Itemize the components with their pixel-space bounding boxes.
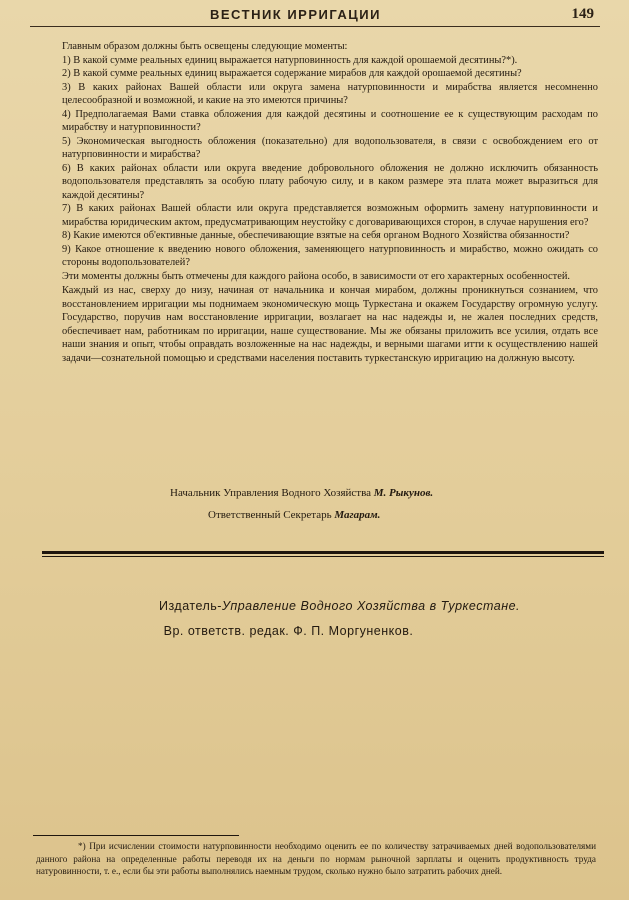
intro-paragraph: Главным образом должны быть освещены следующие моменты: <box>62 41 348 52</box>
question-8: 8) Какие имеются об'ективные данные, обеспечивающие взятые на себя органом Водного Хозяйства обязанности? <box>62 230 570 241</box>
question-7: 7) В каких районах Вашей области или округа представляется возможным оформить замену натурповинности и мирабства юридическим актом, предусматривающим неустойку с договаривающихся сторон, в случае нарушения его? <box>62 203 598 228</box>
question-6: 6) В каких районах области или округа введение добровольного обложения не должно исключить обязанность водопользователя представлять за особую плату рабочую силу, и в каком размере эта плата может выразиться для каждой десятины? <box>62 162 598 201</box>
chief-signature <box>170 487 433 499</box>
article-body <box>62 40 598 365</box>
publisher-name: Управление Водного Хозяйства в Туркестане. <box>221 599 521 613</box>
question-1: 1) В какой сумме реальных единиц выражается натурповинность для каждой орошаемой десятины?*). <box>62 54 518 66</box>
publisher-label: Издатель- <box>158 599 222 613</box>
secretary-title: Ответственный Секретарь <box>208 509 332 521</box>
appeal-paragraph: Каждый из нас, сверху до низу, начиная от начальника и кончая мирабом, должны проникнуться сознанием, что восстановлением ирригации мы поднимаем экономическую мощь Туркестана и окажем Государству огромную услугу. Государство, поручив нам восстановление ирригации, возлагает на нас надежды и, не жалея последних средств, обеспечивает нам, работникам по ирригации, наше существование. Мы же обязаны приложить все усилия, отдать все наши знания и опыт, чтобы оправдать возложенные на нас надежды, и верными шагами итти к осуществлению нашей задачи—сознательной помощью и средствами населения поставить туркестанскую ирригацию на должную высоту. <box>62 285 598 364</box>
running-header <box>30 4 600 27</box>
footnote-text: *) При исчислении стоимости натурповинности необходимо оценить ее по количеству затрачиваемых дней водопользователями данного района на определенные работы переводя их на деньги по нормам рыночной зарплаты и оценить продуктивность труда натуровинности, т. е., если бы эти работы выполнялись наемным трудом, сколько нужно было затратить рабочих дней. <box>36 841 596 876</box>
question-3: 3) В каких районах Вашей области или округа замена натурповинности и мирабства является несомненно целесообразной и возможной, и какие на это имеются причины? <box>62 81 598 106</box>
question-2: 2) В какой сумме реальных единиц выражается содержание мирабов для каждой орошаемой десятины? <box>62 68 522 79</box>
question-9: 9) Какое отношение к введению нового обложения, заменяющего натурповинность и мирабство, можно ожидать со стороны водопользователей? <box>62 243 598 268</box>
publisher-line <box>25 599 629 613</box>
footnote-rule <box>33 835 239 836</box>
page-number: 149 <box>571 6 594 22</box>
editor-line: Вр. ответств. редак. Ф. П. Моргуненков. <box>163 624 414 638</box>
secretary-name: Магарам. <box>334 509 381 521</box>
journal-title: ВЕСТНИК ИРРИГАЦИИ <box>210 7 381 22</box>
chief-name: М. Рыкунов. <box>373 487 434 499</box>
footnote <box>36 840 596 878</box>
note-paragraph: Эти моменты должны быть отмечены для каждого района особо, в зависимости от его характерных особенностей. <box>62 270 570 282</box>
secretary-signature <box>208 509 380 521</box>
question-5: 5) Экономическая выгодность обложения (показательно) для водопользователя, в связи с освобождением его от натурповинности и мирабства? <box>62 135 598 160</box>
question-4: 4) Предполагаемая Вами ставка обложения для каждой десятины и соотношение ее к существующим расходам по мирабству и натурповинности? <box>62 108 598 133</box>
chief-title: Начальник Управления Водного Хозяйства <box>170 487 372 499</box>
separator-rule-thin <box>42 556 604 557</box>
separator-rule-thick <box>42 551 604 554</box>
